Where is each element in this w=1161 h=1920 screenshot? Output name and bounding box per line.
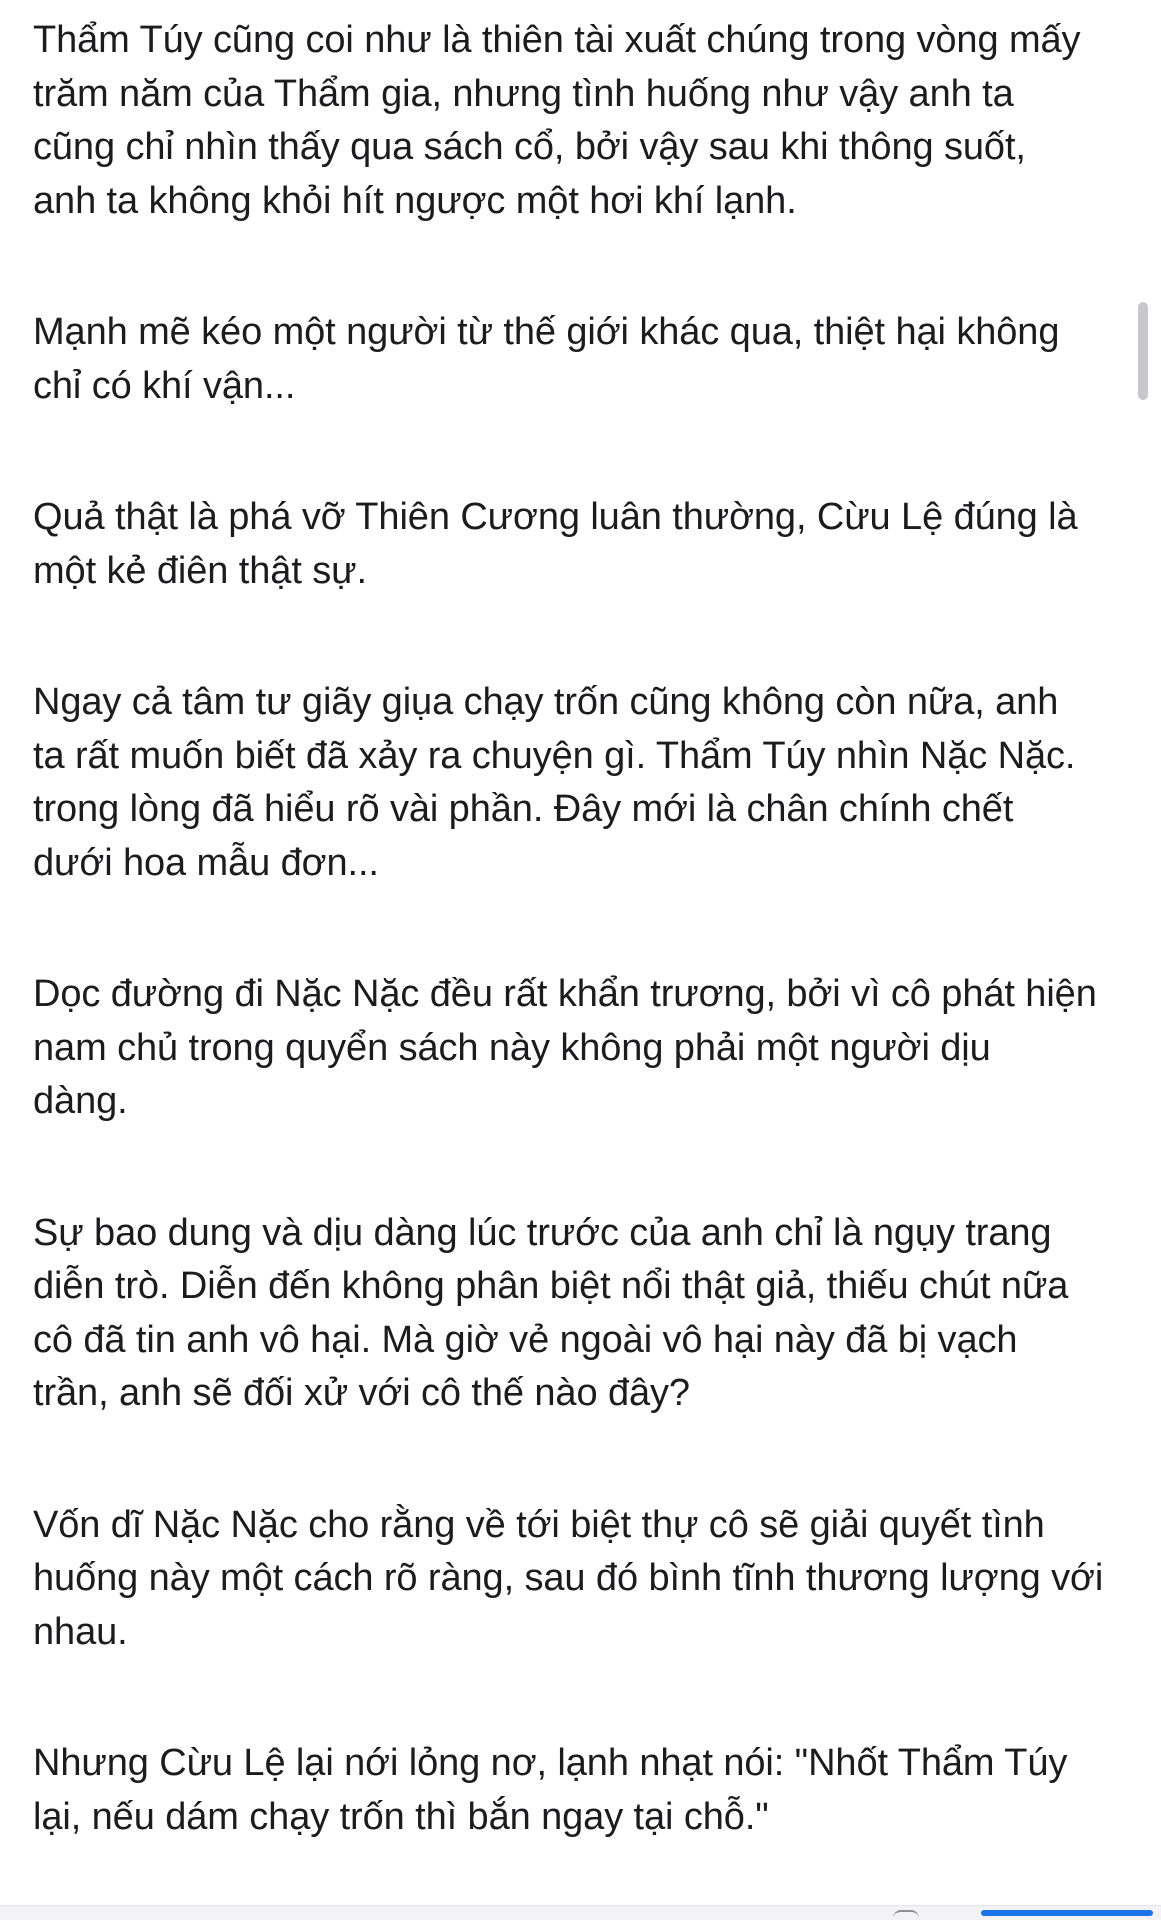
scroll-indicator[interactable] [1138,302,1148,400]
paragraph-6: Sự bao dung và dịu dàng lúc trước của anh chỉ là ngụy trang diễn trò. Diễn đến không phân biệt nổi thật giả, thiếu chút nữa cô đã tin anh vô hại. Mà giờ vẻ ngoài vô hại này đã bị vạch trần, anh sẽ đối xử với cô thế nào đây? [33,1211,1069,1414]
bottom-arc-icon [893,1910,919,1918]
paragraph-1: Thẩm Túy cũng coi như là thiên tài xuất chúng trong vòng mấy trăm năm của Thẩm gia, nhưng tình huống như vậy anh ta cũng chỉ nhìn thấy qua sách cổ, bởi vậy sau khi thông suốt, anh ta không khỏi hít ngược một hơi khí lạnh. [33,19,1081,222]
paragraph-8: Nhưng Cừu Lệ lại nới lỏng nơ, lạnh nhạt nói: "Nhốt Thẩm Túy lại, nếu dám chạy trốn thì bắn ngay tại chỗ." [33,1742,1068,1838]
paragraph-2: Mạnh mẽ kéo một người từ thế giới khác qua, thiệt hại không chỉ có khí vận... [33,311,1060,407]
paragraph-7: Vốn dĩ Nặc Nặc cho rằng về tới biệt thự cô sẽ giải quyết tình huống này một cách rõ ràng, sau đó bình tĩnh thương lượng với nhau. [33,1503,1104,1653]
home-indicator[interactable] [981,1910,1153,1916]
bottom-toolbar [0,1905,1161,1920]
paragraph-3: Quả thật là phá vỡ Thiên Cương luân thường, Cừu Lệ đúng là một kẻ điên thật sự. [33,496,1078,592]
paragraph-5: Dọc đường đi Nặc Nặc đều rất khẩn trương, bởi vì cô phát hiện nam chủ trong quyển sách này không phải một người dịu dàng. [33,973,1097,1122]
paragraph-4: Ngay cả tâm tư giãy giụa chạy trốn cũng không còn nữa, anh ta rất muốn biết đã xảy ra chuyện gì. Thẩm Túy nhìn Nặc Nặc. trong lòng đã hiểu rõ vài phần. Đây mới là chân chính chết dưới hoa mẫu đơn... [33,681,1076,884]
article-body [33,14,1133,1844]
